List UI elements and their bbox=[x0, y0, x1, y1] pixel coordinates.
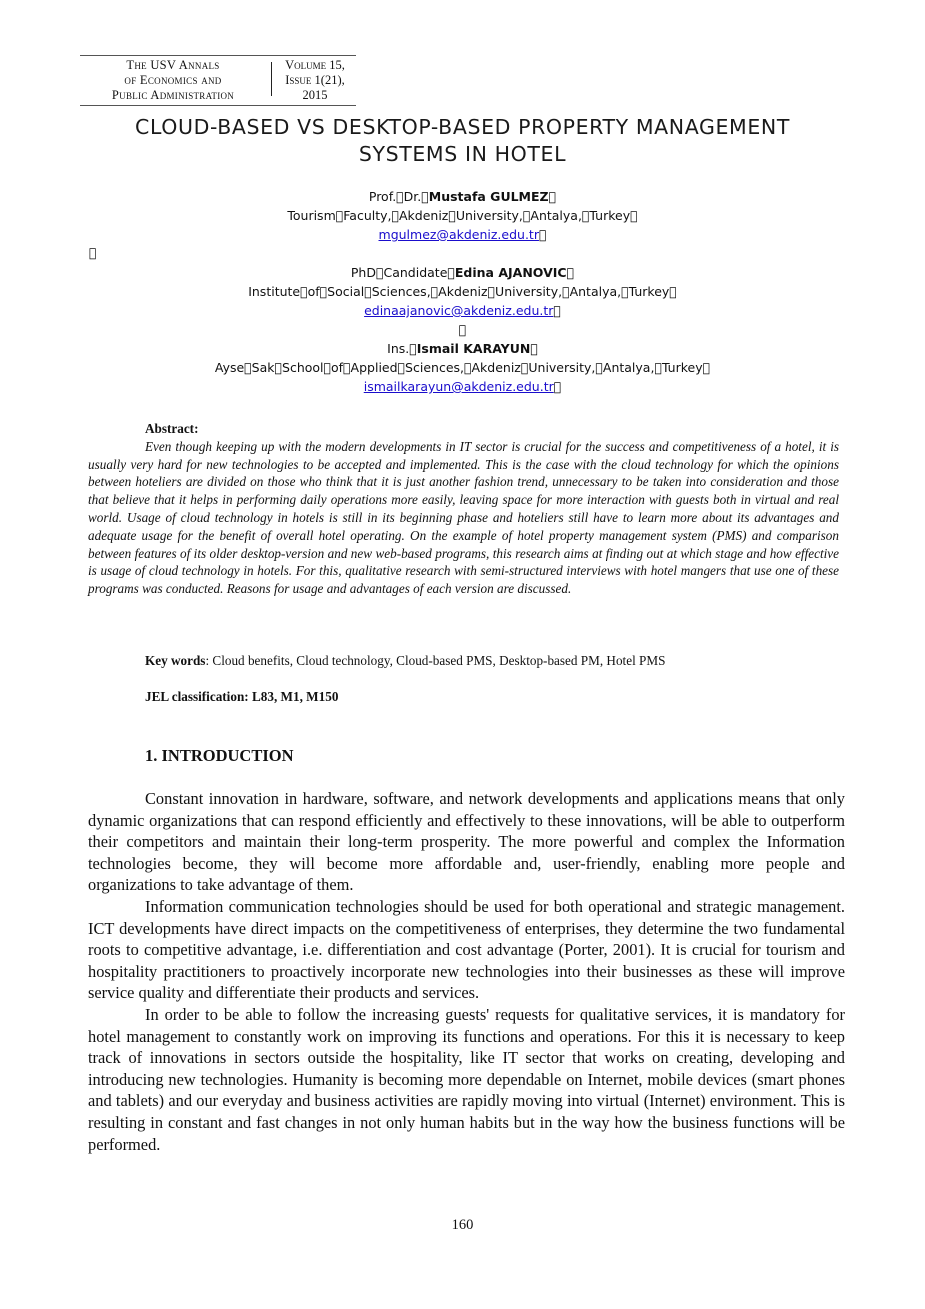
keywords bbox=[145, 653, 845, 669]
issue-line: Issue 1(21), bbox=[285, 73, 345, 87]
keywords-label: Key words bbox=[145, 653, 206, 668]
author-3 bbox=[80, 339, 845, 396]
author-name: Ismail KARAYUN  bbox=[416, 341, 538, 356]
abstract-text: Even though keeping up with the modern developments in IT sector is crucial for the success and competitiveness of a hotel, it is usually very hard for new technologies to be accepted and implemented. This is the case with the cloud technology for which the opinions between hoteliers are divided on those who think that it is just another fashion trend, unnecessary to be taken into consideration and those that believe that it helps in performing daily operations more easily, leaving space for more interaction with guests both in virtual and real world. Usage of cloud technology in hotels is still in its beginning phase and hoteliers still have to learn more about its advantages and adequate usage for the benefit of overall hotel operating. On the example of hotel property management system (PMS) and comparison between features of its older desktop-version and new web-based programs, this research aims at finding out at which stage and how effective is usage of cloud technology in hotels. For this, qualitative research with semi-structured interviews with hotel mangers that use one of these programs was conducted. Reasons for usage and advantages of each version are discussed. bbox=[88, 438, 839, 597]
author-2 bbox=[80, 263, 845, 339]
email-suffix:   bbox=[553, 303, 561, 318]
author-affiliation: Institute of Social Sciences, Akdeniz University, Antalya, Turkey  bbox=[248, 284, 677, 299]
author-affiliation: Ayse Sak School of Applied Sciences, Akdeniz University, Antalya, Turkey  bbox=[214, 360, 711, 375]
author-affiliation: Tourism Faculty, Akdeniz University, Antalya, Turkey  bbox=[287, 208, 638, 223]
journal-divider bbox=[271, 62, 272, 96]
page-number: 160 bbox=[451, 1217, 474, 1233]
email-suffix:   bbox=[553, 379, 562, 394]
author-email-line bbox=[80, 377, 845, 396]
author-title: Prof. Dr.  bbox=[368, 189, 429, 204]
paper-title bbox=[80, 114, 845, 168]
author-email-link[interactable]: edinaajanovic@akdeniz.edu.tr bbox=[364, 303, 554, 318]
section-heading: 1. INTRODUCTION bbox=[145, 746, 294, 765]
stray-mark:   bbox=[89, 245, 97, 260]
body-text bbox=[88, 788, 845, 1155]
author-name: Edina AJANOVIC  bbox=[454, 265, 575, 280]
paragraph: In order to be able to follow the increasing guests' requests for qualitative services, it is mandatory for hotel management to constantly work on improving its functions and operations. For this it is necessary to keep track of innovations in sectors outside the hospitality, like IT sector that works on creating, developing and introducing new technologies. Humanity is becoming more dependable on Internet, mobile devices (smart phones and tablets) and our everyday and business activities are rapidly moving into virtual (Internet) environment. This is resulting in constant and fast changes in not only human habits but in the way how the business functions will be performed. bbox=[88, 1004, 845, 1154]
author-email-line bbox=[80, 301, 845, 320]
author-name-line bbox=[80, 263, 845, 282]
author-name: Mustafa GULMEZ  bbox=[428, 189, 557, 204]
author-name-line bbox=[80, 187, 845, 206]
title-line: CLOUD-BASED VS DESKTOP-BASED PROPERTY MANAGEMENT bbox=[135, 115, 790, 139]
author-title: Ins.  bbox=[387, 341, 417, 356]
journal-name-line: of Economics and bbox=[124, 73, 222, 87]
volume-line: Volume 15, bbox=[285, 58, 345, 72]
paragraph: Information communication technologies should be used for both operational and strategic management. ICT developments have direct impacts on the competitiveness of enterprises, they determine the two fundamental roots to competitive advantage, i.e. differentiation and cost advantage (Porter, 2001). It is crucial for tourism and hospitality practitioners to proactively incorporate new technologies into their businesses as these will improve service quality and differentiate their products and services. bbox=[88, 896, 845, 1003]
journal-name-line: Public Administration bbox=[111, 88, 235, 102]
paragraph: Constant innovation in hardware, software, and network developments and applications means that only dynamic organizations that can respond efficiently and effectively to these innovations, will be able to outperform their competitors and maintain their long-term prosperity. The more powerful and complex the Information technologies become, they will become more affordable and, user-friendly, enabling more people and organizations to take advantage of them. bbox=[88, 789, 845, 895]
spacer bbox=[80, 244, 845, 263]
keywords-text: : Cloud benefits, Cloud technology, Cloud-based PMS, Desktop-based PM, Hotel PMS bbox=[205, 653, 666, 668]
stray-mark:   bbox=[458, 322, 467, 337]
author-email-line bbox=[80, 225, 845, 244]
author-title: PhD Candidate  bbox=[350, 265, 455, 280]
author-email-link[interactable]: mgulmez@akdeniz.edu.tr bbox=[378, 227, 539, 242]
author-email-link[interactable]: ismailkarayun@akdeniz.edu.tr bbox=[363, 379, 554, 394]
title-line: SYSTEMS IN HOTEL bbox=[358, 142, 567, 166]
abstract-label: Abstract: bbox=[145, 421, 199, 436]
jel-classification: JEL classification: L83, M1, M150 bbox=[145, 689, 339, 704]
journal-name-line: The USV Annals bbox=[126, 58, 220, 72]
author-name-line bbox=[80, 339, 845, 358]
author-1 bbox=[80, 187, 845, 244]
journal-volume bbox=[277, 58, 353, 103]
year-line: 2015 bbox=[302, 88, 328, 102]
journal-name bbox=[80, 58, 266, 103]
author-block bbox=[80, 187, 845, 396]
journal-header bbox=[80, 55, 356, 106]
abstract bbox=[88, 420, 839, 598]
email-suffix:   bbox=[538, 227, 547, 242]
